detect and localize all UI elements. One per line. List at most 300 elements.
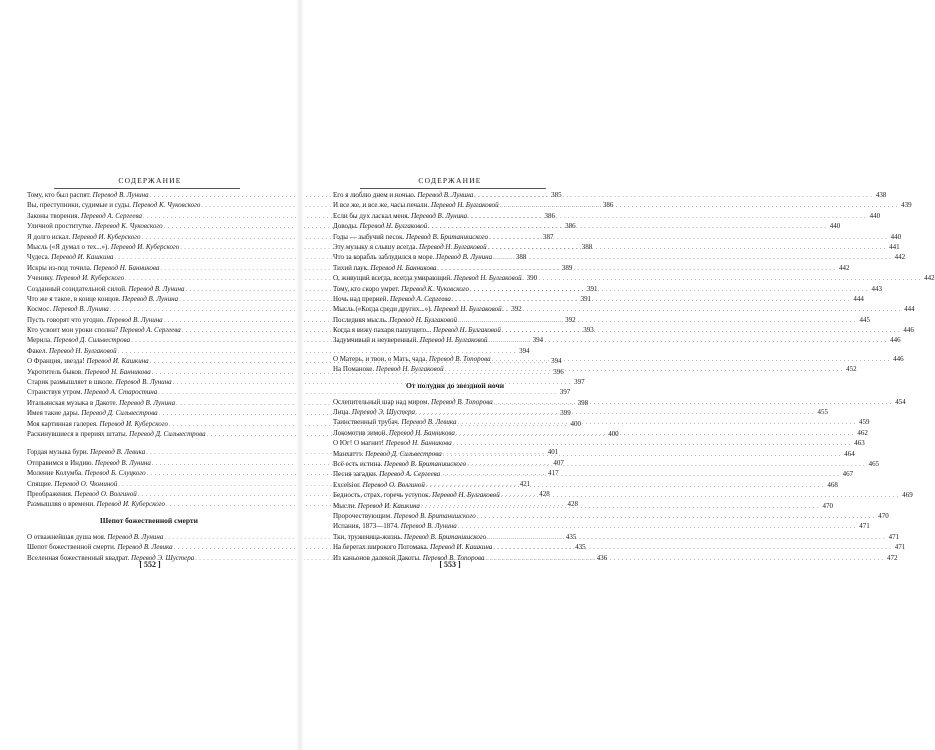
page-ref: 472: [887, 553, 898, 562]
entry-title-line: [27, 542, 173, 552]
translator-credit: Перевод Д. Сильвестрова: [129, 429, 206, 438]
poem-title: Моление Колумба.: [27, 469, 83, 478]
heading-rule: [54, 188, 240, 189]
dot-leader: [456, 429, 854, 439]
dot-leader: [503, 305, 901, 315]
toc-entry: [333, 407, 829, 417]
entry-title-line: [27, 468, 146, 478]
translator-credit: Перевод В. Лунина: [107, 532, 164, 541]
poem-title: О отважнейшая душа моя.: [27, 532, 106, 541]
toc-entry: [333, 459, 880, 469]
toc-entry: [333, 501, 833, 511]
entry-title-line: [27, 447, 145, 457]
entry-title-line: [27, 377, 172, 387]
translator-credit: Перевод Д. Сильвестрова: [53, 336, 131, 345]
poem-title: Я долго искал.: [27, 232, 71, 241]
dot-leader: [489, 233, 887, 243]
translator-credit: Перевод В. Левика: [401, 418, 457, 427]
section-title: Шепот божественной смерти: [100, 515, 198, 525]
translator-credit: Перевод Д. Сильвестрова: [365, 449, 442, 458]
dot-leader: [416, 408, 814, 418]
poem-title: На Поманоке.: [333, 365, 375, 374]
poem-title: И все же, и все же, часы печали.: [333, 201, 430, 210]
entry-title-line: [27, 489, 137, 499]
translator-credit: Перевод К. Чуковского: [401, 284, 470, 293]
poem-title: Преображения.: [27, 489, 73, 498]
poem-title: Гордая музыка бури.: [27, 448, 89, 457]
page-ref: 455: [817, 408, 829, 417]
poem-title: Спящие.: [27, 479, 53, 488]
translator-credit: Перевод Н. Булгаковой: [418, 242, 487, 251]
poem-title: Бедность, страх, горечь уступок.: [333, 491, 431, 500]
dot-leader: [488, 243, 886, 253]
translator-credit: Перевод И. Кашкина: [86, 357, 149, 366]
entry-title-line: [333, 407, 415, 417]
poem-title: Манхаттэ.: [333, 449, 364, 458]
poem-title: Доводы.: [333, 222, 358, 231]
entry-title-line: [27, 356, 149, 366]
entry-title-line: [27, 408, 158, 418]
page-ref: 394: [519, 346, 530, 355]
toc-entry: [333, 304, 915, 314]
poem-title: Испания, 1873—1874.: [333, 522, 399, 531]
page-ref: 443: [871, 284, 883, 293]
page-ref: 446: [893, 354, 904, 363]
dot-leader: [458, 522, 856, 532]
page-ref: 440: [829, 222, 841, 231]
translator-credit: Перевод К. Чуковского: [132, 201, 201, 210]
toc-entry: [333, 335, 901, 345]
page-ref: 459: [859, 418, 870, 427]
entry-title-line: [333, 438, 452, 448]
translator-credit: Перевод Н. Булгаковой: [430, 201, 499, 210]
poem-title: Размышляя о времени.: [27, 500, 95, 509]
entry-title-line: [333, 232, 488, 242]
page-ref: 444: [904, 305, 915, 314]
page-ref: 391: [580, 294, 592, 303]
translator-credit: Перевод В. Британишского: [406, 232, 489, 241]
translator-credit: Перевод О. Волгиной: [74, 489, 137, 498]
poem-title: Тому, кто скоро умрет.: [333, 284, 400, 293]
entry-title-line: [333, 480, 425, 490]
entry-title-line: [333, 273, 522, 283]
poem-title: Если бы дух ласкал меня.: [333, 211, 410, 220]
toc-entry: [333, 315, 870, 325]
poem-title: Созданный созидательной силой.: [27, 284, 127, 293]
translator-credit: Перевод И. Кашкина: [51, 253, 114, 262]
entry-title-line: [333, 490, 500, 500]
page-number: [ 552 ]: [139, 560, 161, 569]
entry-title-line: [333, 242, 487, 252]
translator-credit: Перевод В. Лунина: [106, 315, 163, 324]
translator-credit: Перевод В. Лунина: [400, 522, 457, 531]
entry-title-line: [333, 354, 491, 364]
translator-credit: Перевод К. Чуковского: [94, 222, 163, 231]
translator-credit: Перевод В. Лунина: [94, 458, 151, 467]
page-ref: 388: [581, 242, 593, 251]
entry-title-line: [333, 532, 486, 542]
page-ref: 394: [551, 357, 562, 366]
translator-credit: Перевод В. Лунина: [122, 294, 179, 303]
section-title: От полудня до звездной ночи: [405, 380, 505, 390]
page-ref: 428: [539, 489, 550, 498]
entry-title-line: [27, 532, 163, 542]
dot-leader: [452, 295, 850, 305]
poem-title: Тихий паук.: [333, 263, 369, 272]
dot-leader: [477, 512, 875, 522]
entry-title-line: [333, 397, 493, 407]
translator-credit: Перевод Н. Булгаковой: [433, 305, 502, 314]
dot-leader: [500, 201, 898, 211]
poem-title: Что за корабль заблудился в море.: [333, 253, 435, 262]
entry-title-line: [27, 211, 142, 221]
entry-title-line: [27, 367, 151, 377]
poem-title: Из каньонов далекой Дакоты.: [333, 553, 421, 562]
entry-title-line: [27, 190, 149, 200]
poem-title: Моя картинная галерея.: [27, 419, 98, 428]
poem-title: Итальянская музыка в Дакоте.: [27, 398, 118, 407]
page-ref: 387: [543, 232, 554, 241]
page-ref: 435: [575, 543, 586, 552]
page-ref: 393: [583, 326, 594, 335]
poem-title: Космос.: [27, 305, 52, 314]
translator-credit: Перевод И. Куберского: [99, 419, 168, 428]
translator-credit: Перевод Э. Шустера: [351, 408, 416, 417]
translator-credit: Перевод А. Сергеева: [389, 294, 451, 303]
page-ref: 439: [901, 201, 912, 210]
entry-title-line: [333, 469, 440, 479]
entry-title-line: [333, 315, 457, 325]
entry-title-line: [333, 221, 427, 231]
translator-credit: Перевод Н. Булгаковой: [375, 365, 444, 374]
toc-entry: [333, 449, 855, 459]
page-ref: 445: [859, 315, 870, 324]
page-ref: 390: [526, 274, 538, 283]
poem-title: Последняя мысль.: [333, 315, 388, 324]
dot-leader: [494, 398, 892, 408]
entry-title-line: [27, 499, 165, 509]
page-ref: 468: [827, 480, 838, 489]
translator-credit: Перевод Н. Банникова: [370, 263, 437, 272]
entry-title-line: [333, 284, 469, 294]
translator-credit: Перевод Н. Булгаковой: [359, 222, 428, 231]
entry-title-line: [27, 335, 130, 345]
toc-entry: [333, 273, 935, 283]
toc-entry: [333, 211, 881, 221]
toc-entry: [333, 252, 906, 262]
poem-title: Шепот божественной смерти.: [27, 543, 116, 552]
entry-title-line: [27, 325, 181, 335]
page-ref: 417: [548, 469, 559, 478]
poem-title: Раскинувшиеся в прериях штаты.: [27, 429, 128, 438]
toc-entry: [333, 521, 870, 531]
toc-entry: [333, 438, 865, 448]
entry-title-line: [27, 387, 157, 397]
entry-title-line: [27, 429, 206, 439]
page-ref: 399: [560, 409, 571, 418]
poem-title: Факел.: [27, 346, 48, 355]
entry-title-line: [333, 304, 502, 314]
page-ref: 438: [875, 191, 887, 199]
entry-title-line: [333, 294, 451, 304]
poem-title: Тому, кто был распят.: [27, 191, 91, 199]
dot-leader: [443, 450, 841, 460]
dot-leader: [445, 365, 843, 375]
translator-credit: Перевод А. Сергеева: [81, 211, 142, 220]
page-ref: 386: [565, 222, 576, 231]
poem-title: Законы творения.: [27, 211, 80, 220]
poem-title: Тки, труженица-жизнь.: [333, 532, 403, 541]
entry-title-line: [27, 242, 179, 252]
dot-leader: [493, 253, 891, 263]
translator-credit: Перевод В. Британишского: [384, 459, 467, 468]
poem-title: Лица.: [333, 408, 351, 417]
page-ref: 440: [890, 232, 902, 241]
translator-credit: Перевод Н. Банникова: [385, 439, 452, 448]
poem-title: Ученику.: [27, 274, 54, 283]
translator-credit: Перевод Н. Булгаковой: [48, 346, 117, 355]
poem-title: Когда я вижу пахаря пашущего...: [333, 326, 432, 335]
page-ref: 397: [574, 378, 585, 387]
poem-title: О Матерь, и твои, о Мать, чада.: [333, 354, 428, 363]
entry-title-line: [333, 449, 442, 459]
translator-credit: Перевод Э. Шустера: [131, 553, 195, 562]
entry-title-line: [333, 542, 492, 552]
page-ref: 467: [842, 470, 854, 479]
toc-entry: [333, 354, 904, 364]
translator-credit: Перевод И. Кашкина: [357, 501, 420, 510]
page-heading: СОДЕРЖАНИЕ: [118, 176, 182, 185]
page-ref: 394: [532, 336, 544, 345]
translator-credit: Перевод И. Куберского: [55, 274, 125, 283]
page-ref: 436: [596, 553, 608, 562]
poem-title: Вы, преступники, судимые и суды.: [27, 201, 131, 210]
entry-title-line: [27, 346, 117, 356]
dot-leader: [487, 533, 885, 543]
poem-title: Таинственный трубач.: [333, 418, 400, 427]
entry-title-line: [333, 428, 455, 438]
poem-title: Кто усвоит мои уроки сполна?: [27, 326, 119, 335]
poem-title: Имея такие дары.: [27, 409, 80, 418]
translator-credit: Перевод И. Кашкина: [430, 543, 493, 552]
translator-credit: Перевод В. Лунина: [52, 305, 109, 314]
dot-leader: [441, 470, 839, 480]
toc-entry: [333, 190, 887, 200]
poem-title: О Франция, звезда!: [27, 357, 85, 366]
entry-title-line: [333, 190, 473, 200]
dot-leader: [474, 191, 872, 201]
entry-title-line: [27, 419, 168, 429]
toc-entry: [333, 490, 913, 500]
page-ref: 435: [565, 532, 577, 541]
dot-leader: [501, 491, 899, 501]
dot-leader: [468, 212, 866, 222]
page-ref: 396: [553, 367, 564, 376]
entry-title-line: [27, 221, 163, 231]
poem-title: Ослепительный шар над миром.: [333, 397, 430, 406]
toc-entry: [333, 480, 838, 490]
dot-leader: [458, 418, 856, 428]
toc-entry: [333, 221, 841, 231]
dot-leader: [453, 439, 851, 449]
translator-credit: Перевод О. Волгиной: [362, 480, 425, 489]
dot-leader: [470, 285, 868, 295]
heading-rule: [360, 188, 546, 189]
poem-title: Годы — зыбучий песок.: [333, 232, 405, 241]
entry-title-line: [27, 200, 200, 210]
poem-title: Вселенная божественный квадрат.: [27, 553, 130, 562]
page-ref: 442: [924, 274, 935, 283]
translator-credit: Перевод В. Лунина: [92, 191, 149, 199]
page-ref: 469: [902, 491, 913, 500]
page-ref: 441: [889, 242, 900, 251]
translator-credit: Перевод О. Чюминой: [54, 479, 118, 488]
toc-entry: [333, 511, 889, 521]
translator-credit: Перевод В. Британишского: [393, 511, 476, 520]
poem-title: Старик размышляет в школе.: [27, 378, 114, 387]
entry-title-line: [27, 273, 124, 283]
page-ref: 454: [895, 397, 906, 406]
poem-title: Отправимся в Индию.: [27, 458, 94, 467]
entry-title-line: [333, 511, 476, 521]
entry-title-line: [333, 263, 437, 273]
page-ref: 442: [894, 253, 906, 262]
translator-credit: Перевод А. Сергеева: [379, 470, 441, 479]
poem-title: Локомотив зимой.: [333, 428, 388, 437]
dot-leader: [493, 543, 891, 553]
translator-credit: Перевод Н. Банникова: [93, 263, 160, 272]
translator-credit: Перевод В. Лунина: [128, 284, 185, 293]
translator-credit: Перевод Н. Булгаковой: [433, 326, 501, 335]
page-ref: 386: [602, 201, 614, 210]
dot-leader: [492, 355, 890, 365]
page-ref: 464: [844, 449, 855, 458]
entry-title-line: [27, 294, 178, 304]
page-ref: 446: [890, 336, 901, 345]
poem-title: На берегах широкого Потомака.: [333, 543, 429, 552]
dot-leader: [502, 326, 900, 336]
translator-credit: Перевод И. Куберского: [110, 242, 180, 251]
page-ref: 392: [511, 305, 522, 314]
translator-credit: Перевод В. Левика: [90, 448, 146, 457]
translator-credit: Перевод В. Топорова: [428, 354, 491, 363]
dot-leader: [467, 460, 865, 470]
translator-credit: Перевод В. Левика: [117, 543, 173, 552]
translator-credit: Перевод В. Лунина: [417, 191, 474, 199]
translator-credit: Перевод В. Лунина: [115, 378, 172, 387]
poem-title: О, живущий всегда, всегда умирающий.: [333, 274, 453, 283]
toc-entry: [333, 532, 900, 542]
page-ref: 446: [903, 326, 914, 335]
page-ref: 385: [551, 191, 562, 199]
poem-title: Пророчествующим.: [333, 511, 392, 520]
toc-entry: [27, 346, 530, 356]
poem-title: Ночь над прерией.: [333, 294, 389, 303]
page-ref: 407: [553, 458, 564, 467]
page-ref: 428: [567, 500, 578, 509]
poem-title: Песня загадки.: [333, 470, 378, 479]
entry-title-line: [27, 398, 175, 408]
translator-credit: Перевод Н. Банникова: [388, 428, 455, 437]
entry-title-line: [333, 417, 457, 427]
poem-title: Мысль («Я думал о тех...»).: [27, 242, 110, 251]
entry-title-line: [333, 335, 488, 345]
page-ref: 392: [565, 315, 576, 324]
translator-credit: Перевод Н. Булгаковой: [419, 336, 488, 345]
entry-title-line: [333, 501, 420, 511]
page-ref: 471: [859, 522, 870, 531]
entry-title-line: [333, 364, 444, 374]
translator-credit: Перевод Н. Банникова: [84, 367, 151, 376]
toc-entry: [333, 417, 870, 427]
page-ref: 470: [822, 501, 833, 510]
page-ref: 421: [519, 479, 531, 488]
translator-credit: Перевод А. Сергеева: [119, 326, 181, 335]
page-heading: СОДЕРЖАНИЕ: [418, 176, 482, 185]
poem-title: Что же я такое, в конце концов.: [27, 294, 121, 303]
page-ref: 442: [839, 263, 850, 272]
entry-title-line: [333, 252, 492, 262]
poem-title: Excelsior.: [333, 480, 361, 489]
poem-title: О Юг! О магнит!: [333, 439, 384, 448]
entry-title-line: [27, 304, 109, 314]
entry-title-line: [27, 232, 141, 242]
poem-title: Мысль («Когда среди других...»).: [333, 305, 433, 314]
poem-title: Его я люблю днем и ночью.: [333, 191, 416, 199]
toc-entry: [333, 364, 857, 374]
entry-title-line: [333, 200, 499, 210]
translator-credit: Перевод В. Топорова: [430, 397, 493, 406]
page-number: [ 553 ]: [439, 560, 461, 569]
page-ref: 465: [868, 459, 880, 468]
page-ref: 401: [547, 448, 559, 457]
dot-leader: [489, 336, 887, 346]
toc-entry: [27, 387, 571, 397]
page-ref: 391: [586, 284, 598, 293]
page-ref: 400: [570, 419, 581, 428]
translator-credit: Перевод В. Британишского: [404, 532, 487, 541]
entry-title-line: [27, 284, 184, 294]
group-spacer: [27, 439, 271, 447]
dot-leader: [421, 502, 819, 512]
poem-title: Пусть говорят что угодно.: [27, 315, 105, 324]
page-ref: 400: [608, 429, 619, 438]
translator-credit: Перевод Д. Сильвестрова: [81, 409, 158, 418]
page-ref: 386: [544, 211, 555, 220]
entry-title-line: [27, 263, 159, 273]
group-spacer: [333, 346, 577, 354]
dot-leader: [458, 316, 856, 326]
toc-entry: [333, 232, 902, 242]
translator-credit: Перевод И. Куберского: [96, 500, 165, 509]
page-ref: 444: [853, 294, 864, 303]
entry-title-line: [333, 211, 467, 221]
translator-credit: Перевод А. Старостина: [84, 388, 158, 397]
translator-credit: Перевод В. Лунина: [411, 211, 468, 220]
page-ref: 389: [561, 263, 573, 272]
translator-credit: Перевод Н. Булгаковой: [432, 491, 500, 500]
poem-title: Эту музыку я слышу всегда.: [333, 242, 418, 251]
page-ref: 440: [869, 211, 881, 220]
translator-credit: Перевод В. Лунина: [119, 398, 176, 407]
page-ref: 471: [888, 532, 900, 541]
page-ref: 462: [857, 428, 868, 437]
page-ref: 471: [894, 543, 906, 552]
poem-title: Мерила.: [27, 336, 52, 345]
entry-title-line: [333, 521, 457, 531]
entry-title-line: [27, 252, 113, 262]
poem-title: Странствуя утром.: [27, 388, 83, 397]
